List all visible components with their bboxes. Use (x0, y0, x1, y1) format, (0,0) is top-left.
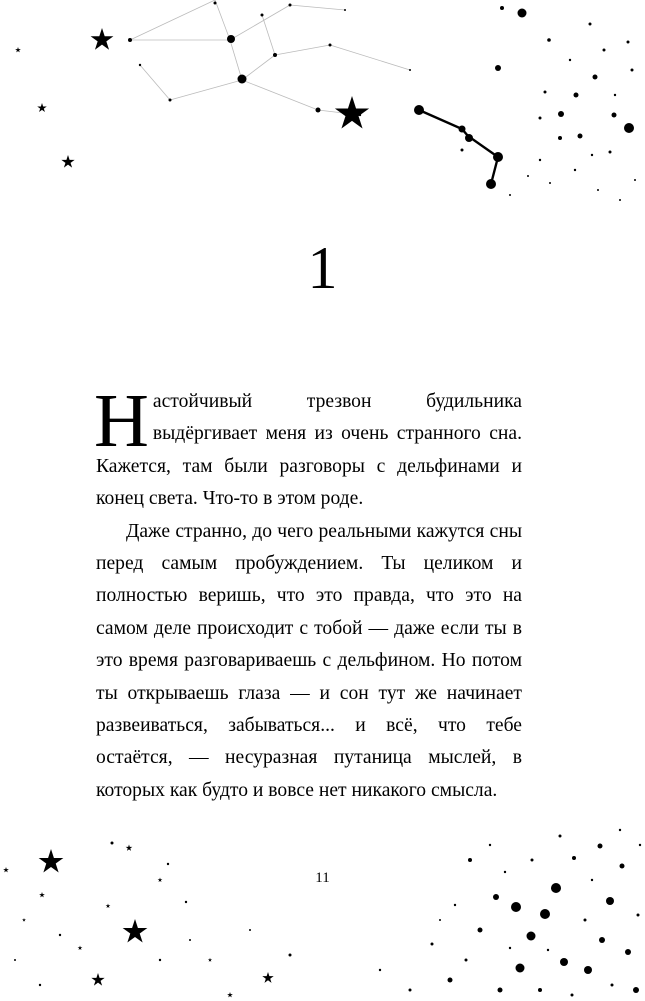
star-icon (262, 972, 273, 983)
star-icon (39, 892, 45, 897)
chapter-number: 1 (307, 235, 338, 301)
star-icon (123, 919, 148, 943)
stars-top (15, 28, 369, 168)
star-icon (335, 96, 369, 129)
dots-top-right (495, 6, 636, 201)
star-icon (37, 103, 47, 112)
star-icon (61, 155, 74, 168)
drop-cap: Н (94, 379, 149, 463)
star-icon (227, 992, 233, 997)
paragraph-text: астойчивый трезвон будильника выдёргивает меня из очень странного сна. Кажется, там были разговоры с дельфинами и конец света. Что-то в этом роде. (96, 391, 522, 510)
star-icon (91, 28, 114, 50)
chapter-text (94, 379, 522, 807)
dots-bottom-left (14, 842, 292, 987)
constellation-icon (414, 105, 503, 189)
star-icon (15, 47, 21, 52)
star-icon (91, 973, 104, 986)
star-icon (78, 946, 83, 951)
constellation-dots-top (128, 2, 411, 117)
dots-bottom-right (379, 829, 641, 997)
star-icon (208, 958, 212, 962)
constellation-threads-top (130, 0, 410, 115)
star-icon (22, 918, 26, 922)
paragraph: Даже странно, до чего реальными кажутся сны перед самым пробуждением. Ты целиком и полностью веришь, что это правда, что это на самом деле происходит с тобой — даже если ты в это время разговариваешь с дельфином. Но потом ты открываешь глаза — и сон тут же начинает развеиваться, забываться... и всё, что тебе остаётся, — несуразная путаница мыслей, в которых как будто и вовсе нет никакого смысла. (96, 520, 522, 801)
paragraph (94, 379, 522, 516)
star-icon (126, 845, 133, 851)
page-number: 11 (315, 870, 330, 886)
star-icon (106, 904, 111, 909)
